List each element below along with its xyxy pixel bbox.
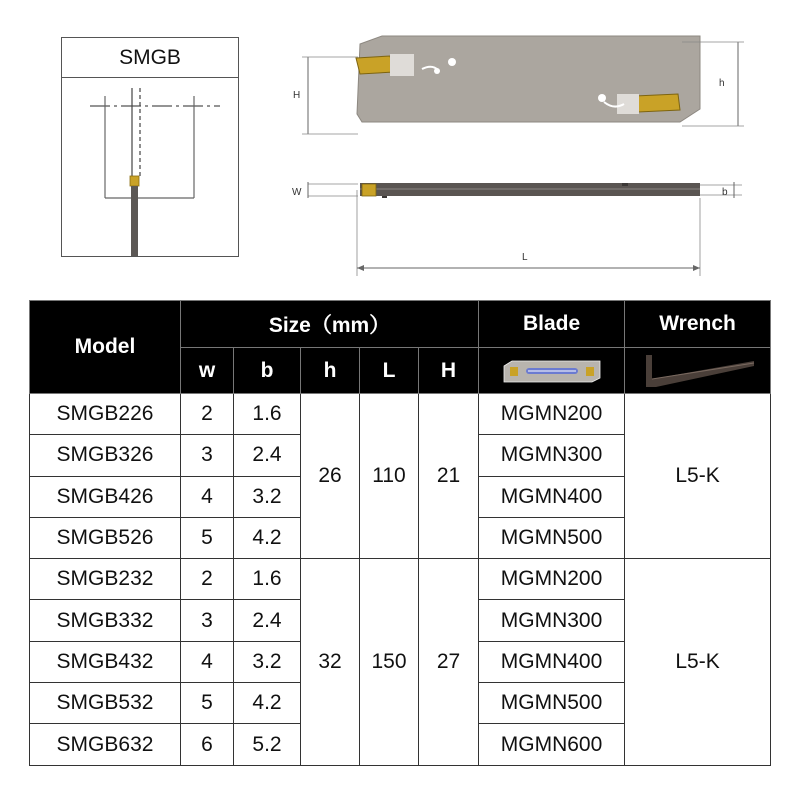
w-cell: 5 bbox=[181, 517, 234, 558]
dim-label-b: b bbox=[722, 187, 728, 198]
L-cell: 150 bbox=[360, 559, 419, 765]
blade-cell: MGMN300 bbox=[479, 600, 625, 641]
H-cell: 27 bbox=[419, 559, 479, 765]
w-cell: 2 bbox=[181, 559, 234, 600]
blade-cell: MGMN600 bbox=[479, 724, 625, 765]
model-cell: SMGB226 bbox=[30, 394, 181, 435]
header-b: b bbox=[234, 348, 301, 394]
schematic-diagram bbox=[62, 78, 237, 256]
blade-cell: MGMN500 bbox=[479, 517, 625, 558]
wrench-cell: L5-K bbox=[625, 394, 771, 559]
tool-drawings bbox=[282, 14, 752, 284]
b-cell: 3.2 bbox=[234, 641, 301, 682]
dim-label-L: L bbox=[522, 252, 528, 263]
b-cell: 5.2 bbox=[234, 724, 301, 765]
table-row bbox=[30, 394, 771, 435]
schematic-box bbox=[61, 37, 239, 257]
blade-icon bbox=[500, 358, 604, 384]
b-cell: 2.4 bbox=[234, 435, 301, 476]
header-L: L bbox=[360, 348, 419, 394]
w-cell: 5 bbox=[181, 683, 234, 724]
L-cell: 110 bbox=[360, 394, 419, 559]
header-wrench: Wrench bbox=[625, 301, 771, 348]
w-cell: 2 bbox=[181, 394, 234, 435]
b-cell: 4.2 bbox=[234, 683, 301, 724]
model-cell: SMGB426 bbox=[30, 476, 181, 517]
h-cell: 32 bbox=[301, 559, 360, 765]
wrench-cell: L5-K bbox=[625, 559, 771, 765]
hex-wrench-icon bbox=[636, 351, 760, 391]
wrench-image-cell bbox=[625, 348, 771, 394]
table-body bbox=[30, 394, 771, 766]
blade-cell: MGMN200 bbox=[479, 394, 625, 435]
header-w: w bbox=[181, 348, 234, 394]
w-cell: 4 bbox=[181, 476, 234, 517]
model-cell: SMGB532 bbox=[30, 683, 181, 724]
w-cell: 4 bbox=[181, 641, 234, 682]
model-cell: SMGB526 bbox=[30, 517, 181, 558]
spec-table bbox=[29, 300, 771, 766]
b-cell: 2.4 bbox=[234, 600, 301, 641]
blade-image-cell bbox=[479, 348, 625, 394]
b-cell: 1.6 bbox=[234, 559, 301, 600]
header-h: h bbox=[301, 348, 360, 394]
schematic-title: SMGB bbox=[62, 38, 238, 78]
blade-cell: MGMN500 bbox=[479, 683, 625, 724]
model-cell: SMGB326 bbox=[30, 435, 181, 476]
b-cell: 4.2 bbox=[234, 517, 301, 558]
header-H: H bbox=[419, 348, 479, 394]
blade-cell: MGMN400 bbox=[479, 476, 625, 517]
blade-cell: MGMN400 bbox=[479, 641, 625, 682]
blade-cell: MGMN300 bbox=[479, 435, 625, 476]
b-cell: 3.2 bbox=[234, 476, 301, 517]
dim-label-W: W bbox=[292, 187, 302, 198]
dim-label-H: H bbox=[293, 90, 301, 101]
model-cell: SMGB332 bbox=[30, 600, 181, 641]
w-cell: 3 bbox=[181, 600, 234, 641]
h-cell: 26 bbox=[301, 394, 360, 559]
dim-label-h: h bbox=[719, 78, 725, 89]
header-size: Size（mm） bbox=[181, 301, 479, 348]
b-cell: 1.6 bbox=[234, 394, 301, 435]
w-cell: 3 bbox=[181, 435, 234, 476]
w-cell: 6 bbox=[181, 724, 234, 765]
header-model: Model bbox=[30, 301, 181, 394]
model-cell: SMGB432 bbox=[30, 641, 181, 682]
model-cell: SMGB632 bbox=[30, 724, 181, 765]
model-cell: SMGB232 bbox=[30, 559, 181, 600]
table-row bbox=[30, 559, 771, 600]
header-blade: Blade bbox=[479, 301, 625, 348]
H-cell: 21 bbox=[419, 394, 479, 559]
blade-cell: MGMN200 bbox=[479, 559, 625, 600]
